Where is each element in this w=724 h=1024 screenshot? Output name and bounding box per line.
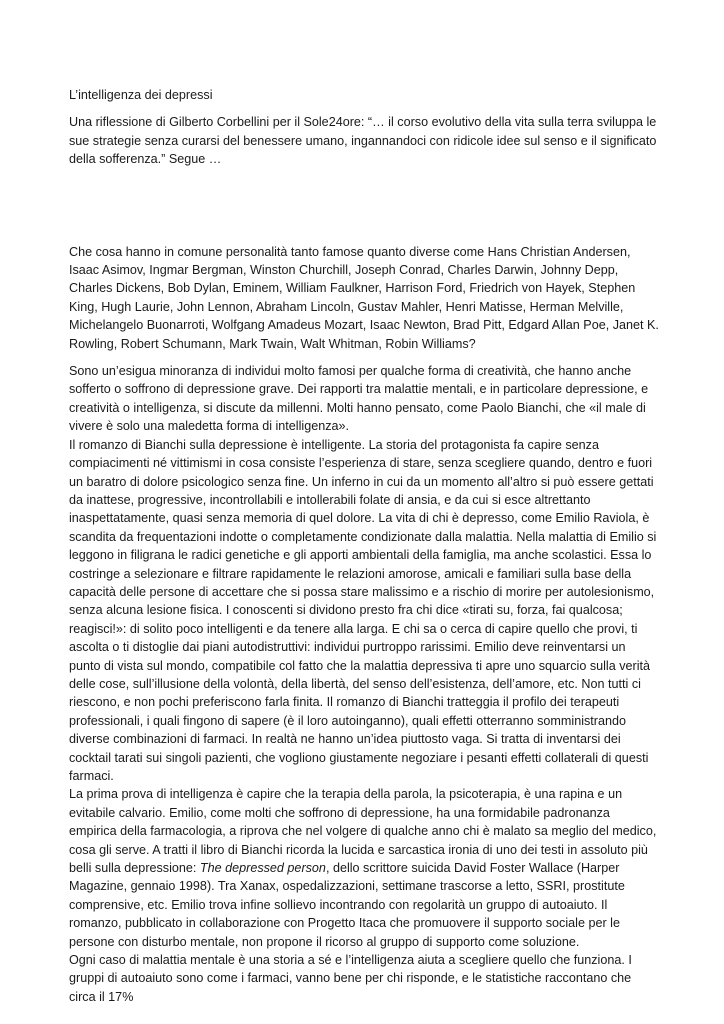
paragraph-first-proof-start: La prima prova di intelligenza è capire che la terapia della parola, la psicoterapia, è una rapina e un evitabile calvario. Emilio, come molti che soffrono di depressione, ha una formidabile padronanza empirica della farmacologia, a riprova che nel volgere di qualche anno chi è malato sa meglio del medico, cosa gli serve. A tratti il libro di Bianchi ricorda la lucida e sarcastica ironia di uno dei testi in assoluto più belli sulla depressione:: [69, 787, 657, 876]
document-page: [69, 86, 659, 1006]
paragraph-self-help: Ogni caso di malattia mentale è una storia a sé e l’intelligenza aiuta a scegliere quello che funziona. I gruppi di autoaiuto sono come i farmaci, vanno bene per chi risponde, e le statistiche raccontano che circa il 17%: [69, 953, 632, 1004]
document-title: L’intelligenza dei depressi: [69, 88, 213, 102]
blank-gap: [69, 169, 659, 243]
book-title-italic: The depressed person: [199, 861, 326, 876]
paragraph-first-proof: [69, 785, 659, 951]
paragraph-novel: Il romanzo di Bianchi sulla depressione è intelligente. La storia del protagonista fa capire senza compiacimenti né vittimismi in cosa consiste l’esperienza di stare, senza scegliere quando, dentro e fuori un baratro di dolore psicologico senza fine. Un inferno in cui da un momento all’altro si può essere gettati da inattese, progressive, incontrollabili e intollerabili folate di ansia, e da cui si esce altrettanto inaspettatamente, quasi senza memoria di quel dolore. La vita di chi è depresso, come Emilio Raviola, è scandita da frequentazioni indotte o completamente condizionate dalla malattia. Nella malattia di Emilio si leggono in filigrana le radici genetiche e gli apporti ambientali della famiglia, ma anche scolastici. Essa lo costringe a selezionare e filtrare rapidamente le relazioni amorose, amicali e familiari sulla base della capacità delle persone di accettare che si possa stare malissimo e a rischio di morire per autolesionismo, senza alcuna lesione fisica. I conoscenti si dividono presto fra chi dice «tirati su, forza, fai qualcosa; reagisci!»: di solito poco intelligenti e da tenere alla larga. E chi sa o cerca di capire quello che provi, ti ascolta o ti distoglie dai piani autodistruttivi: individui purtroppo rarissimi. Emilio deve reinventarsi un punto di vista sul mondo, compatibile col fatto che la malattia depressiva ti apre uno squarcio sulla verità delle cose, sull’illusione della volontà, della libertà, del senso dell’esistenza, dell’amore, etc. Non tutti ci riescono, e non pochi preferiscono farla finita. Il romanzo di Bianchi tratteggia il profilo dei terapeuti professionali, i quali fingono di sapere (è il loro autoinganno), quali effetti otterranno somministrando diverse combinazioni di farmaci. In realtà ne hanno un’idea piuttosto vaga. Si tratta di inventarsi dei cocktail tarati sui singoli pazienti, che vogliono giustamente negoziare i pesanti effetti collaterali di questi farmaci.: [69, 437, 657, 783]
paragraph-first-proof-end: , dello scrittore suicida David Foster Wallace (Harper Magazine, gennaio 1998). Tra Xanax, ospedalizzazioni, settimane trascorse a letto, SSRI, prostitute comprensive, etc. Emilio trova infine sollievo incontrando con regolarità un gruppo di autoaiuto. Il romanzo, pubblicato in collaborazione con Progetto Itaca che promuovere il supporto sociale per le persone con disturbo mentale, non propone il ricorso al gruppo di supporto come soluzione.: [69, 861, 625, 949]
paragraph-famous-names: Che cosa hanno in comune personalità tanto famose quanto diverse come Hans Christian Andersen, Isaac Asimov, Ingmar Bergman, Winston Churchill, Joseph Conrad, Charles Darwin, Johnny Depp, Charles Dickens, Bob Dylan, Eminem, William Faulkner, Harrison Ford, Friedrich von Hayek, Stephen King, Hugh Laurie, John Lennon, Abraham Lincoln, Gustav Mahler, Henri Matisse, Herman Melville, Michelangelo Buonarroti, Wolfgang Amadeus Mozart, Isaac Newton, Brad Pitt, Edgard Allan Poe, Janet K. Rowling, Robert Schumann, Mark Twain, Walt Whitman, Robin Williams?: [69, 244, 659, 351]
intro-paragraph: Una riflessione di Gilberto Corbellini per il Sole24ore: “… il corso evolutivo della vita sulla terra sviluppa le sue strategie senza curarsi del benessere umano, ingannandoci con ridicole idee sul senso e il significato della sofferenza.” Segue …: [69, 115, 657, 167]
paragraph-minority: Sono un’esigua minoranza di individui molto famosi per qualche forma di creatività, che hanno anche sofferto o soffrono di depressione grave. Dei rapporti tra malattie mentali, e in particolare depressione, e creatività o intelligenza, si discute da millenni. Molti hanno pensato, come Paolo Bianchi, che «il male di vivere è solo una maledetta forma di intelligenza».: [69, 364, 649, 434]
